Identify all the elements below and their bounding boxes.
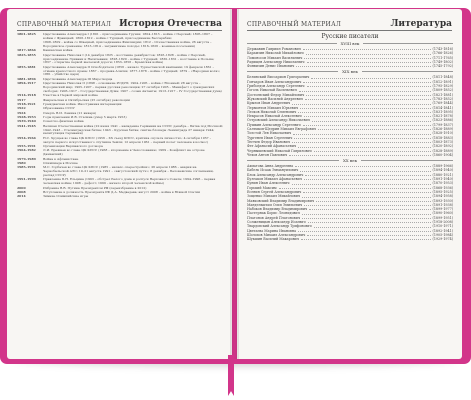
writer-years: (1811-1848) [432,75,453,80]
timeline-text: Годы правления И.В. Сталина (умер 5 марта 1953) [43,115,127,120]
writer-years: (1894-1940) [432,168,453,173]
century-rule-left [247,43,337,44]
writer-row [247,237,453,241]
writer-years: (1749-1802) [432,59,453,64]
history-timeline [17,33,223,200]
writer-name: Державин Гавриил Романович [247,47,301,51]
timeline-row [17,166,223,177]
writer-years: (1809-1852) [432,88,453,93]
writer-years: (1895-1925) [432,189,453,194]
writer-years: (1868-1936) [432,185,453,190]
timeline-text: Л.И. Брежнев во главе ЦК КПСС (1968 – вторжение в Чехословакию; 1969 – Конфликт на острове Даманский) [43,148,205,157]
dot-leader [306,51,431,54]
writer-years: (1803-1873) [432,139,453,144]
dot-leader [316,199,430,202]
dot-leader [302,211,431,214]
writer-name: Шолохов Михаил Александрович [247,232,306,237]
writer-name: Мандельштам Осип Эмильевич [247,202,303,207]
century-rule-right [361,160,453,161]
writer-row [247,64,453,68]
timeline-year: 1918–1921 [17,101,36,106]
dot-leader [307,233,430,236]
dot-leader [294,136,430,139]
century-heading [247,41,453,46]
writer-name: Карамзин Николай Михайлович [247,51,304,56]
writer-name: Толстой Лев Николаевич [247,131,292,136]
writer-name: Блок Александр Александрович [247,172,304,177]
century-label: XVIII век [340,41,360,46]
century-heading [247,158,453,163]
dot-leader [307,84,431,87]
writer-years: (1910-1971) [432,224,453,229]
timeline-row [17,66,223,77]
dot-leader [309,207,430,210]
dot-leader [279,186,431,189]
writer-years: (1711-1765) [432,55,453,60]
writer-years: (1818-1883) [432,135,453,140]
timeline-text: 1808–1809 – война со Швецией, присоединение Финляндии; 1812 – Отечественная война, 26 августа – Бородинское сражение; 1813–1814 – заграничные походы; 1816–1826 – военные поселения) [43,40,212,48]
century-rule-left [247,160,339,161]
writer-years: (1890-1960) [432,211,453,216]
timeline-year: 1985–1991 [17,165,36,170]
timeline-text: Царствование Николая I (14 декабря 1825 – восстание декабристов; 1826–1828 – война с Персией, присоединение Эривани и Нахичевани; 1828–1829 – война с Турцией; 1830–1831 – восстание в Польше; 1837 – открытие первой железной дороги; 1853–1856 – Крымская война) [43,52,215,65]
dot-leader [305,97,431,100]
writer-name: Набоков Владимир Владимирович [247,207,308,212]
dot-leader [301,237,431,240]
dot-leader [303,47,431,50]
timeline-text: Царствование Александра I (1801 – присоединение Грузии; 1804–1813 – война с Персией; 1805–1807 – войны с Францией; 1806–1812 – война с Турцией, присоединение Бессарабии; [43,32,213,40]
writer-name: Фет Афанасий Афанасьевич [247,144,297,149]
writer-years: (1743-1816) [432,47,453,51]
timeline-text: Образование СССР [43,106,75,111]
dot-leader [302,216,431,219]
dot-leader [292,140,431,143]
writer-years: (1799-1837) [432,122,453,127]
century-heading [247,69,453,74]
timeline-text: Н.С. Хрущев во главе ЦК КПСС (1956 – XX съезд КПСС, критика «культа личности»; 4 октября 1957 – запуск первого искусственного спутника Земли; 12 апреля 1961 – первый полет человека в космос) [43,135,212,144]
writer-years: (1880-1921) [432,172,453,177]
timeline-text: Избрание В.В. Путина Президентом РФ (переизбрание в 2012) [43,185,147,190]
writer-name: Твардовский Александр Трифонович [247,224,312,229]
timeline-year: 1817–1864 [17,48,36,53]
writer-name: Достоевский Федор Михайлович [247,92,305,97]
writer-years: (1826-1889) [432,127,453,132]
right-page-title: Литература [390,19,452,29]
timeline-year: 1964–1982 [17,148,36,153]
writer-years: (1828-1889) [432,148,453,153]
timeline-year: 1954–1964 [17,135,36,140]
writer-years: (1929-1974) [432,237,453,242]
writer-name: Шукшин Василий Макарович [247,237,299,242]
timeline-year: 1939–1940 [17,119,36,124]
dot-leader [304,114,431,117]
timeline-row [17,178,223,186]
writer-name: Крылов Иван Андреевич [247,101,291,106]
dot-leader [308,220,431,223]
writer-name: Маяковский Владимир Владимирович [247,198,315,203]
timeline-row [17,125,223,136]
writer-years: (1766-1826) [432,51,453,56]
dot-leader [314,224,431,227]
right-section-label: СПРАВОЧНЫЙ МАТЕРИАЛ [247,21,342,28]
writer-years: (1918-2008) [432,219,453,224]
dot-leader [303,123,431,126]
dot-leader [292,181,431,184]
timeline-text: Кавказская война [43,48,73,53]
century-rule-right [362,71,453,72]
writer-years: (1769-1844) [432,101,453,106]
writer-years: (1812-1891) [432,79,453,84]
writer-name: Жуковский Василий Андреевич [247,96,303,101]
writer-years: (1831-1895) [432,109,453,114]
timeline-text: Участие в Первой мировой войне [43,93,98,98]
timeline-row [17,54,223,65]
dot-leader [295,164,430,167]
timeline-text: Февральская и Октябрьская (25 октября) революции [43,97,130,102]
timeline-text: Вступление в должность Президента РФ Д.А. Медведева; август 2008 – война в Южной Осетии [43,189,201,194]
writer-name: Пастернак Борис Леонидович [247,211,300,216]
writer-name: Чернышевский Николай Гаврилович [247,148,312,153]
timeline-row [17,82,223,93]
left-section-label: СПРАВОЧНЫЙ МАТЕРИАЛ [17,21,112,28]
timeline-text: Организация Варшавского договора [43,144,103,149]
dot-leader [312,118,431,121]
dot-leader [306,93,430,96]
writer-name: Фонвизин Денис Иванович [247,64,295,69]
timeline-text: Гражданская война. Иностранная интервенция [43,101,122,106]
dot-leader [304,203,430,206]
writers-list [247,33,453,241]
writer-name: Гоголь Николай Васильевич [247,88,297,93]
dot-leader [300,106,430,109]
writers-subtitle: Русские писатели [321,33,379,40]
dot-leader [311,75,430,78]
left-page-header [17,16,222,31]
dot-leader [318,127,431,130]
timeline-row [17,195,223,199]
dot-leader [293,131,430,134]
writer-name: Радищев Александр Николаевич [247,59,305,64]
timeline-year: 1979–1989 [17,156,36,161]
timeline-text: Царствование Александра II Освободителя (1856 – начало Туркестанской кампании; 19 февраля 1861 – отмена крепостного права; 1867 – продажа Аляски; 1877–1878 – война с Турцией; 1879 – «Народная воля»; 1881 – убийство царя) [43,64,221,77]
writer-years: (1870-1953) [432,181,453,186]
timeline-year: 1914–1918 [17,93,36,98]
timeline-year: 1855–1881 [17,64,36,69]
left-page-title: История Отечества [119,19,222,29]
writer-name: Зощенко Михаил Михайлович [247,194,300,199]
writer-name: Есенин Сергей Александрович [247,189,302,194]
writer-name: Горький Максим [247,185,277,190]
timeline-year: 2008 [17,189,26,194]
timeline-year: 2000 [17,185,26,190]
dot-leader [292,101,430,104]
writer-years: (1894-1958) [432,194,453,199]
writer-years: (1745-1792) [432,64,453,69]
writer-name: Чехов Антон Павлович [247,152,288,157]
writer-years: (1891-1940) [432,177,453,182]
timeline-year: 1825–1855 [17,52,36,57]
dot-leader [300,168,430,171]
writer-years: (1891-1938) [432,202,453,207]
right-page-header [247,16,452,31]
writer-name: Тургенев Иван Сергеевич [247,135,293,140]
timeline-year: 1955–1991 [17,144,36,149]
dot-leader [303,190,430,193]
dot-leader [314,149,431,152]
bookmark-ribbon [228,355,234,396]
timeline-year: 1917 [17,97,26,102]
writer-name: Лесков Николай Семенович [247,109,297,114]
dot-leader [298,229,430,232]
timeline-text: Зимние Олимпийские игры [43,194,89,199]
timeline-row [17,149,223,157]
dot-leader [298,144,430,147]
timeline-year: 1980 [17,160,26,165]
writer-name: Пушкин Александр Сергеевич [247,122,301,127]
century-label: XIX век [342,69,358,75]
writer-row [247,153,453,157]
writer-name: Островский Александр Николаевич [247,118,310,123]
timeline-text: М.С. Горбачев во главе ЦК КПСС (1985 – начало «перестройки»; 26 апреля 1986 – авария на Чернобыльской АЭС; 19–21 августа 1991 – «августовский путч»; 8 декабря – Беловежские соглашения, распад СССР) [43,165,214,177]
timeline-year: 1991–1999 [17,177,36,182]
writer-years: (1899-1977) [432,207,453,212]
timeline-year: 1924 [17,110,26,115]
timeline-text: Смерть В.И. Ленина (21 января) [43,110,97,115]
timeline-year: 1941–1945 [17,123,36,128]
timeline-year: 1881–1894 [17,76,36,81]
writer-years: (1783-1852) [432,96,453,101]
writer-name: Грибоедов Александр Сергеевич [247,84,305,89]
writer-name: Бабель Исаак Эммануилович [247,168,299,173]
writer-years: (1828-1910) [432,131,453,136]
writer-years: (1795-1829) [432,84,453,89]
dot-leader [298,110,430,113]
book-spine [230,9,239,359]
writer-years: (1820-1892) [432,144,453,149]
timeline-year: 1894–1917 [17,81,36,86]
timeline-text: Правление Б.Н. Ельцина (1993 – обстрел Белого дома и роспуск Верховного Совета; 1994–1996 – первая чеченская война; 1998 – дефолт; 1999 – начало второй чеченской войны) [43,177,216,186]
century-rule-right [363,43,453,44]
writer-years: (1821-1881) [432,92,453,97]
writer-name: Белинский Виссарион Григорьевич [247,75,310,80]
dot-leader [302,194,431,197]
timeline-year: 1922 [17,106,26,111]
century-label: XX век [342,158,358,164]
writer-name: Тютчев Федор Иванович [247,139,290,144]
writer-years: (1892-1941) [432,228,453,233]
timeline-text: Война в Афганистане [43,156,79,161]
writer-years: (1860-1904) [432,152,453,157]
writer-name: Цветаева Марина Ивановна [247,228,297,233]
writer-years: (1893-1930) [432,198,453,203]
writer-name: Ахматова Анна Андреевна [247,164,294,169]
dot-leader [303,80,430,83]
writer-years: (1823-1886) [432,118,453,123]
timeline-year: 2014 [17,194,26,199]
writer-name: Лермонтов Михаил Юрьевич [247,105,299,110]
writer-years: (1905-1984) [432,232,453,237]
writer-name: Гончаров Иван Александрович [247,79,302,84]
timeline-text: Царствование Николая II (1898 – основание РСДРП; 1904–1905 – война с Японией; 28 августа – Бородинский мир; 1905–1907 – первая русская революция; 27 октября 1905 – Манифест о гражданских свободах; 1906–1917 – Государственная Дума; 1907 – созыв Антанты; 1913–1917 – IV Государственная дума) [43,81,222,93]
timeline-year: 1801–1825 [17,32,36,36]
dot-leader [305,173,430,176]
writer-name: Салтыков-Щедрин Михаил Евграфович [247,127,316,132]
timeline-text: Великая Отечественная война (22 июня 1941 – нападение Германии на СССР; декабрь – Битва под Москвой; 1942–1943 – Сталинградская битва; 1943 – Курская битва; снятие блокады Ленинграда 27 января 1944; капитуляция Германии) [43,123,223,136]
dot-leader [296,64,430,67]
timeline-text: Царствование Александра III Миротворца [43,76,113,81]
writer-name: Платонов Андрей Платонович [247,215,301,220]
timeline-text: Советско-финская война [43,119,84,124]
dot-leader [289,153,431,156]
writer-name: Бунин Иван Алексеевич [247,181,290,186]
writer-name: Некрасов Николай Алексеевич [247,114,302,119]
writer-years: (1821-1878) [432,114,453,119]
timeline-text: Олимпиада в Москве [43,160,78,165]
writer-name: Солженицын Александр Исаевич [247,219,306,224]
dot-leader [299,88,431,91]
writer-name: Булгаков Михаил Афанасьевич [247,177,302,182]
dot-leader [304,56,430,59]
dot-leader [307,60,431,63]
writer-years: (1814-1841) [432,105,453,110]
timeline-year: 1928–1953 [17,115,36,120]
writer-name: Ломоносов Михаил Васильевич [247,55,303,60]
writer-years: (1889-1966) [432,164,453,169]
dot-leader [304,177,431,180]
century-rule-left [247,71,338,72]
writer-years: (1899-1951) [432,215,453,220]
